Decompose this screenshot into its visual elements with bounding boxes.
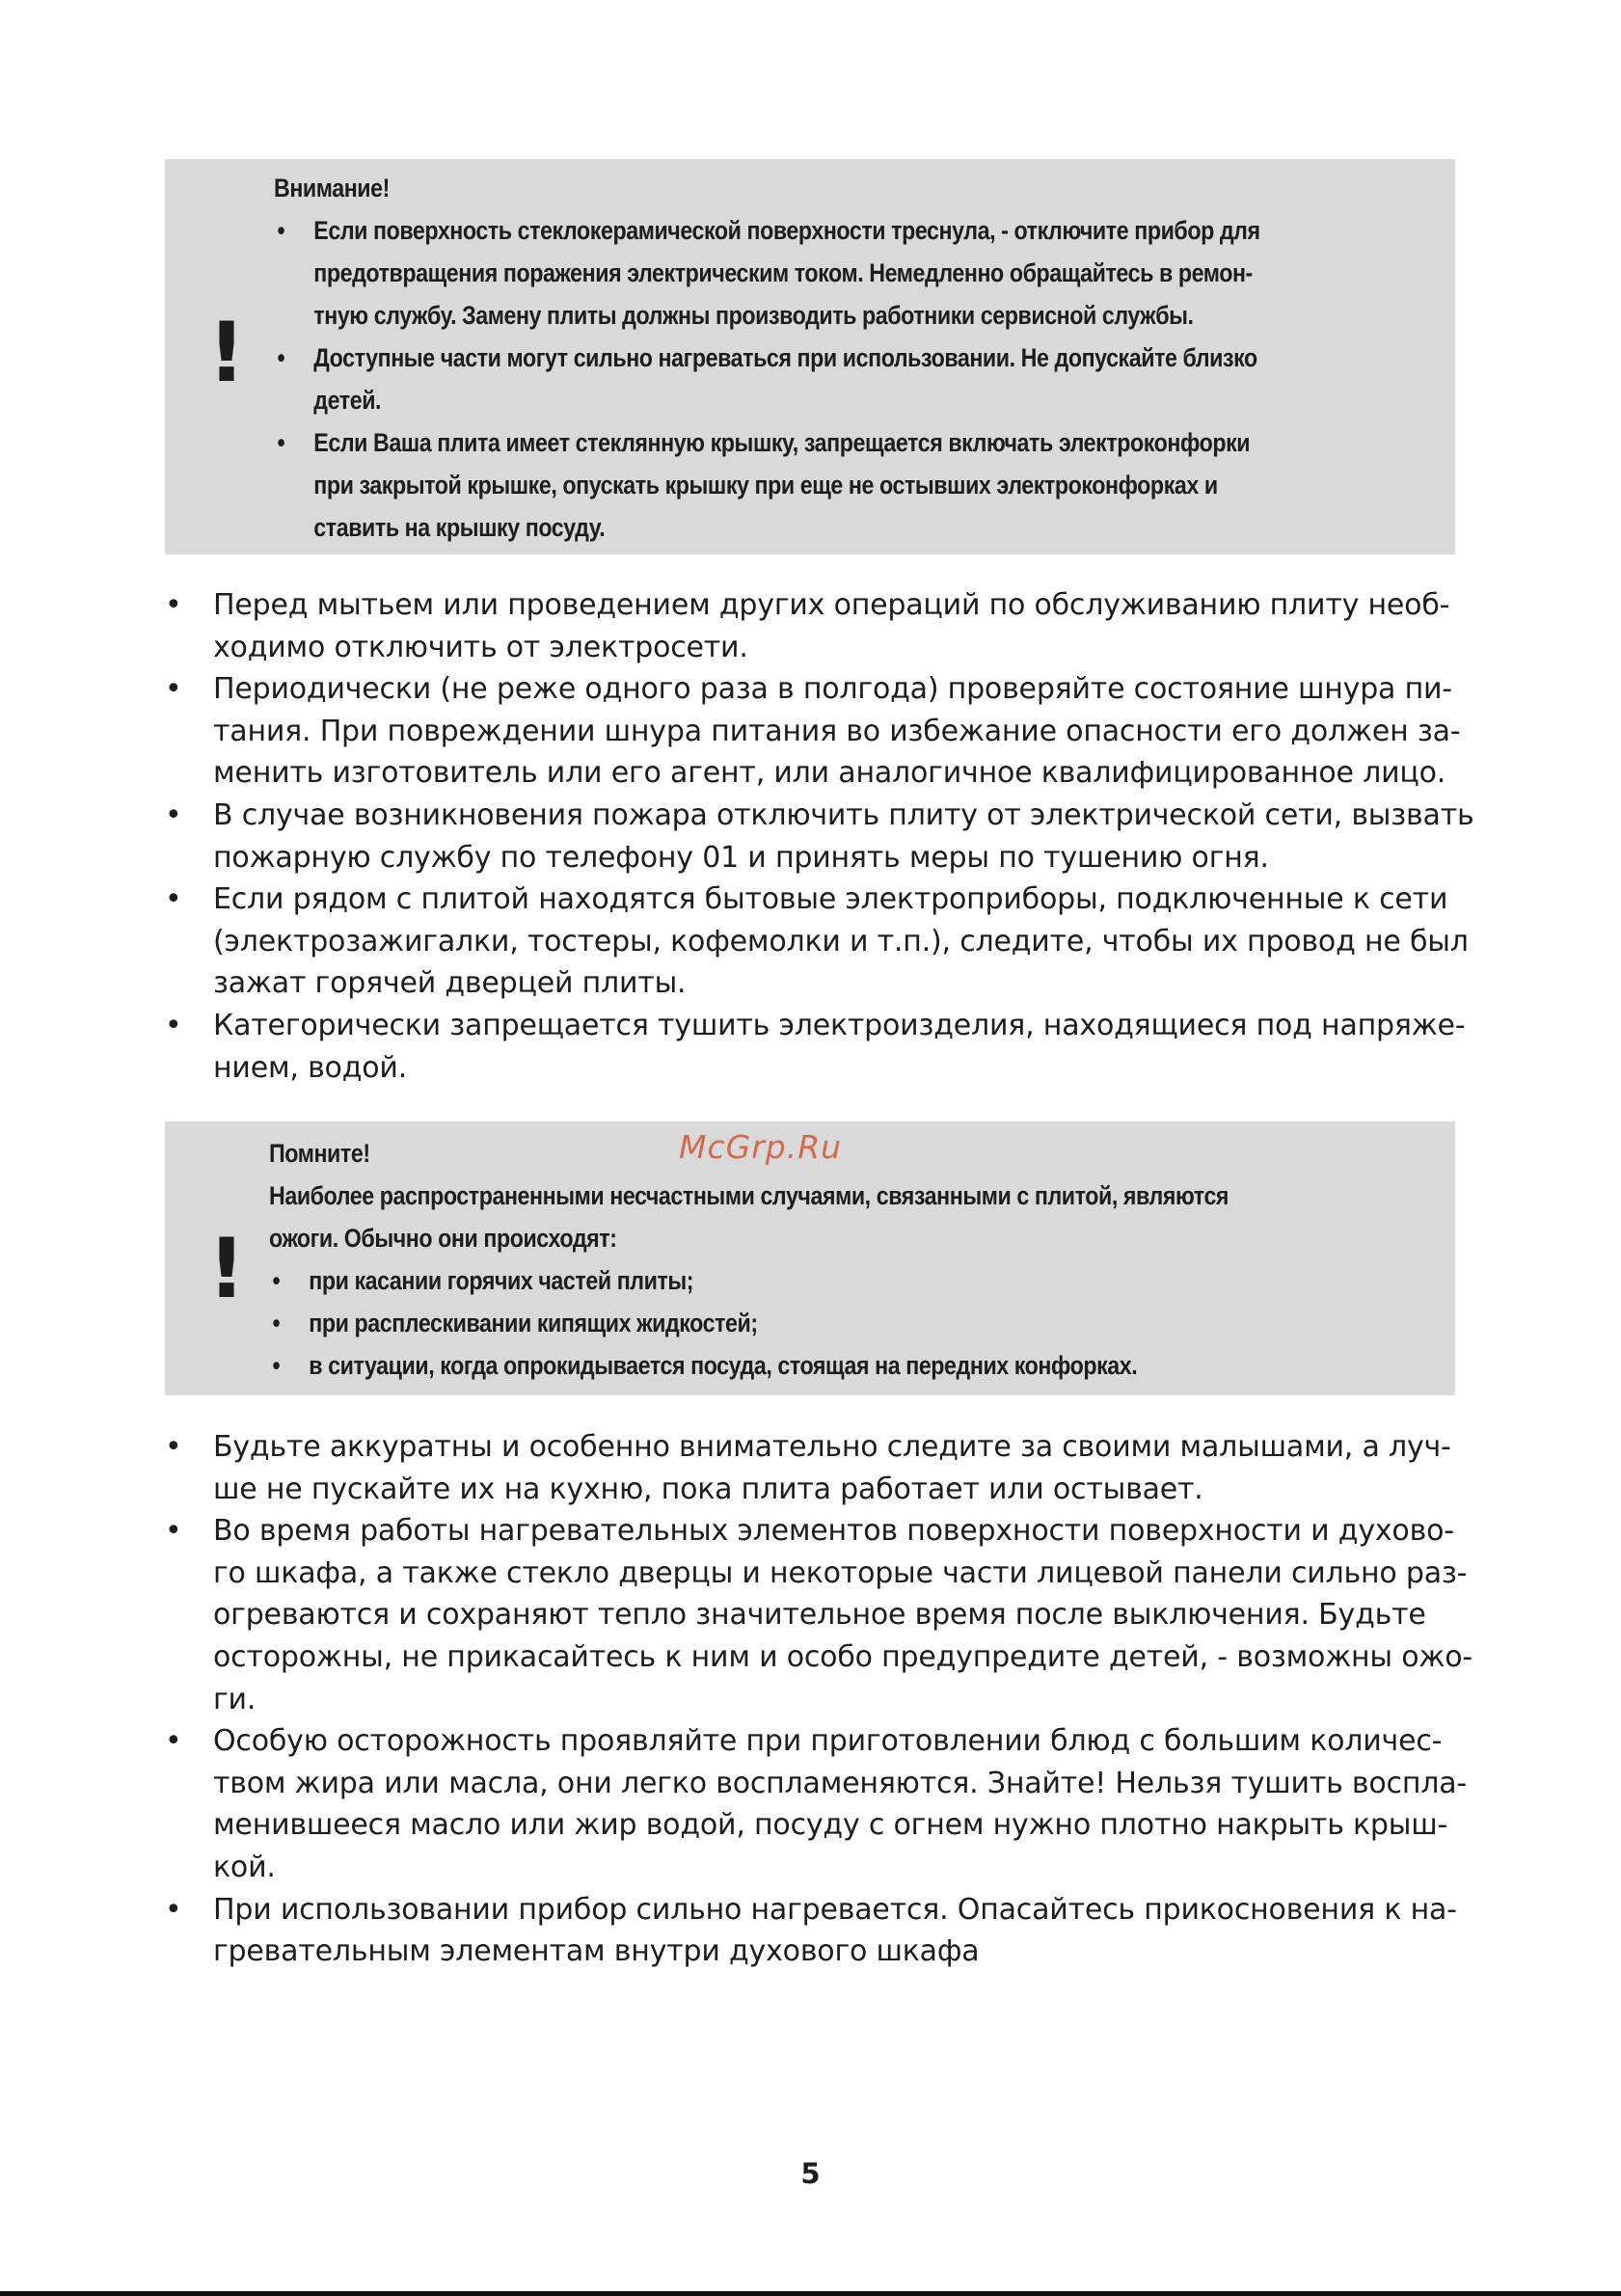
- attention-line: детей.: [313, 386, 382, 415]
- list-line: Будьте аккуратны и особенно внимательно следите за своими малышами, а луч-: [213, 1430, 1451, 1464]
- list-line: Если рядом с плитой находятся бытовые электроприборы, подключенные к сети: [213, 882, 1448, 917]
- attention-notice: [165, 159, 1455, 554]
- list-line: В случае возникновения пожара отключить плиту от электрической сети, вызвать: [213, 797, 1474, 832]
- attention-line: при закрытой крышке, опускать крышку при еще не остывших электроконфорках и: [313, 471, 1218, 500]
- safety-list-2: [165, 1426, 1473, 1973]
- remember-item: [269, 1344, 1426, 1387]
- remember-line: в ситуации, когда опрокидывается посуда, стоящая на передних конфорках.: [309, 1351, 1138, 1380]
- remember-item: [269, 1302, 1426, 1344]
- list-line: Категорически запрещается тушить электроизделия, находящиеся под напряже-: [213, 1008, 1466, 1042]
- safety-list-1: [165, 584, 1474, 1089]
- attention-title: Внимание!: [274, 174, 390, 203]
- list-item: [165, 1005, 1467, 1089]
- remember-intro: [269, 1175, 1426, 1259]
- remember-title: Помните!: [269, 1139, 370, 1168]
- list-item: [165, 878, 1467, 1005]
- list-line: твом жира или масла, они легко воспламеняются. Знайте! Нельзя тушить воспла-: [213, 1766, 1468, 1800]
- list-line: (электрозажигалки, тостеры, кофемолки и т.п.), следите, чтобы их провод не был: [213, 924, 1469, 959]
- exclamation-icon: !: [207, 1221, 246, 1317]
- list-line: При использовании прибор сильно нагревается. Опасайтесь прикосновения к на-: [213, 1892, 1457, 1927]
- bullet: •: [165, 1430, 182, 1464]
- attention-line: Если поверхность стеклокерамической поверхности треснула, - отключите прибор для: [313, 216, 1260, 245]
- list-item: [165, 1510, 1473, 1720]
- bullet: •: [272, 1266, 281, 1295]
- bullet: •: [165, 1892, 182, 1927]
- list-line: тания. При повреждении шнура питания во избежание опасности его должен за-: [213, 714, 1461, 748]
- attention-item: [274, 337, 1431, 421]
- attention-line: предотвращения поражения электрическим током. Немедленно обращайтесь в ремон-: [313, 258, 1253, 287]
- list-item: [165, 584, 1467, 668]
- exclamation-icon: !: [207, 305, 246, 401]
- list-item: [165, 1889, 1467, 1973]
- list-line: ходимо отключить от электросети.: [213, 630, 748, 664]
- list-line: гревательным элементам внутри духового шкафа: [213, 1934, 980, 1969]
- bullet: •: [165, 797, 182, 832]
- remember-item: [269, 1259, 1426, 1302]
- list-line: менившееся масло или жир водой, посуду с огнем нужно плотно накрыть крыш-: [213, 1808, 1448, 1843]
- remember-intro-line: Наиболее распространенными несчастными случаями, связанными с плитой, являются: [269, 1181, 1229, 1210]
- bullet: •: [165, 882, 182, 917]
- list-item: [165, 1720, 1467, 1888]
- list-item: [165, 795, 1474, 878]
- attention-item: [274, 209, 1431, 337]
- attention-item: [274, 421, 1431, 549]
- bullet: •: [165, 1008, 182, 1042]
- attention-line: тную службу. Замену плиты должны производить работники сервисной службы.: [313, 301, 1194, 330]
- list-item: [165, 1426, 1467, 1510]
- list-line: осторожны, не прикасайтесь к ним и особо предупредите детей, - возможны ожо-: [213, 1639, 1473, 1674]
- attention-list: [274, 209, 1431, 549]
- bullet: •: [165, 1724, 182, 1759]
- list-line: ги.: [213, 1682, 257, 1716]
- remember-intro-line: ожоги. Обычно они происходят:: [269, 1224, 617, 1253]
- list-line: ше не пускайте их на кухню, пока плита работает или остывает.: [213, 1472, 1203, 1506]
- list-line: Периодически (не реже одного раза в полгода) проверяйте состояние шнура пи-: [213, 672, 1452, 707]
- attention-line: ставить на крышку посуду.: [313, 513, 606, 542]
- remember-line: при касании горячих частей плиты;: [309, 1266, 694, 1295]
- bullet: •: [165, 588, 182, 622]
- bullet: •: [165, 1514, 182, 1549]
- list-line: менить изготовитель или его агент, или аналогичное квалифицированное лицо.: [213, 756, 1446, 791]
- bullet: •: [272, 1309, 281, 1337]
- bullet: •: [277, 343, 285, 372]
- bullet: •: [277, 428, 285, 457]
- attention-line: Доступные части могут сильно нагреваться при использовании. Не допускайте близко: [313, 343, 1257, 372]
- remember-line: при расплескивании кипящих жидкостей;: [309, 1309, 758, 1337]
- list-line: нием, водой.: [213, 1050, 408, 1085]
- watermark: McGrp.Ru: [679, 1128, 843, 1166]
- list-line: Перед мытьем или проведением других операций по обслуживанию плиту необ-: [213, 588, 1450, 622]
- list-line: го шкафа, а также стекло дверцы и некоторые части лицевой панели сильно раз-: [213, 1555, 1468, 1590]
- list-line: Во время работы нагревательных элементов поверхности поверхности и духово-: [213, 1514, 1454, 1549]
- bullet: •: [277, 216, 285, 245]
- remember-list: [269, 1259, 1426, 1387]
- bottom-rule: [0, 2291, 1621, 2296]
- list-line: кой.: [213, 1850, 276, 1884]
- bullet: •: [272, 1351, 281, 1380]
- list-line: пожарную службу по телефону 01 и принять меры по тушению огня.: [213, 840, 1269, 875]
- list-item: [165, 668, 1467, 795]
- bullet: •: [165, 672, 182, 707]
- list-line: Особую осторожность проявляйте при приготовлении блюд с большим количес-: [213, 1724, 1443, 1759]
- attention-line: Если Ваша плита имеет стеклянную крышку, запрещается включать электроконфорки: [313, 428, 1251, 457]
- list-line: зажат горячей дверцей плиты.: [213, 966, 687, 1001]
- page-number: 5: [800, 2157, 821, 2190]
- list-line: огреваются и сохраняют тепло значительное время после выключения. Будьте: [213, 1598, 1426, 1633]
